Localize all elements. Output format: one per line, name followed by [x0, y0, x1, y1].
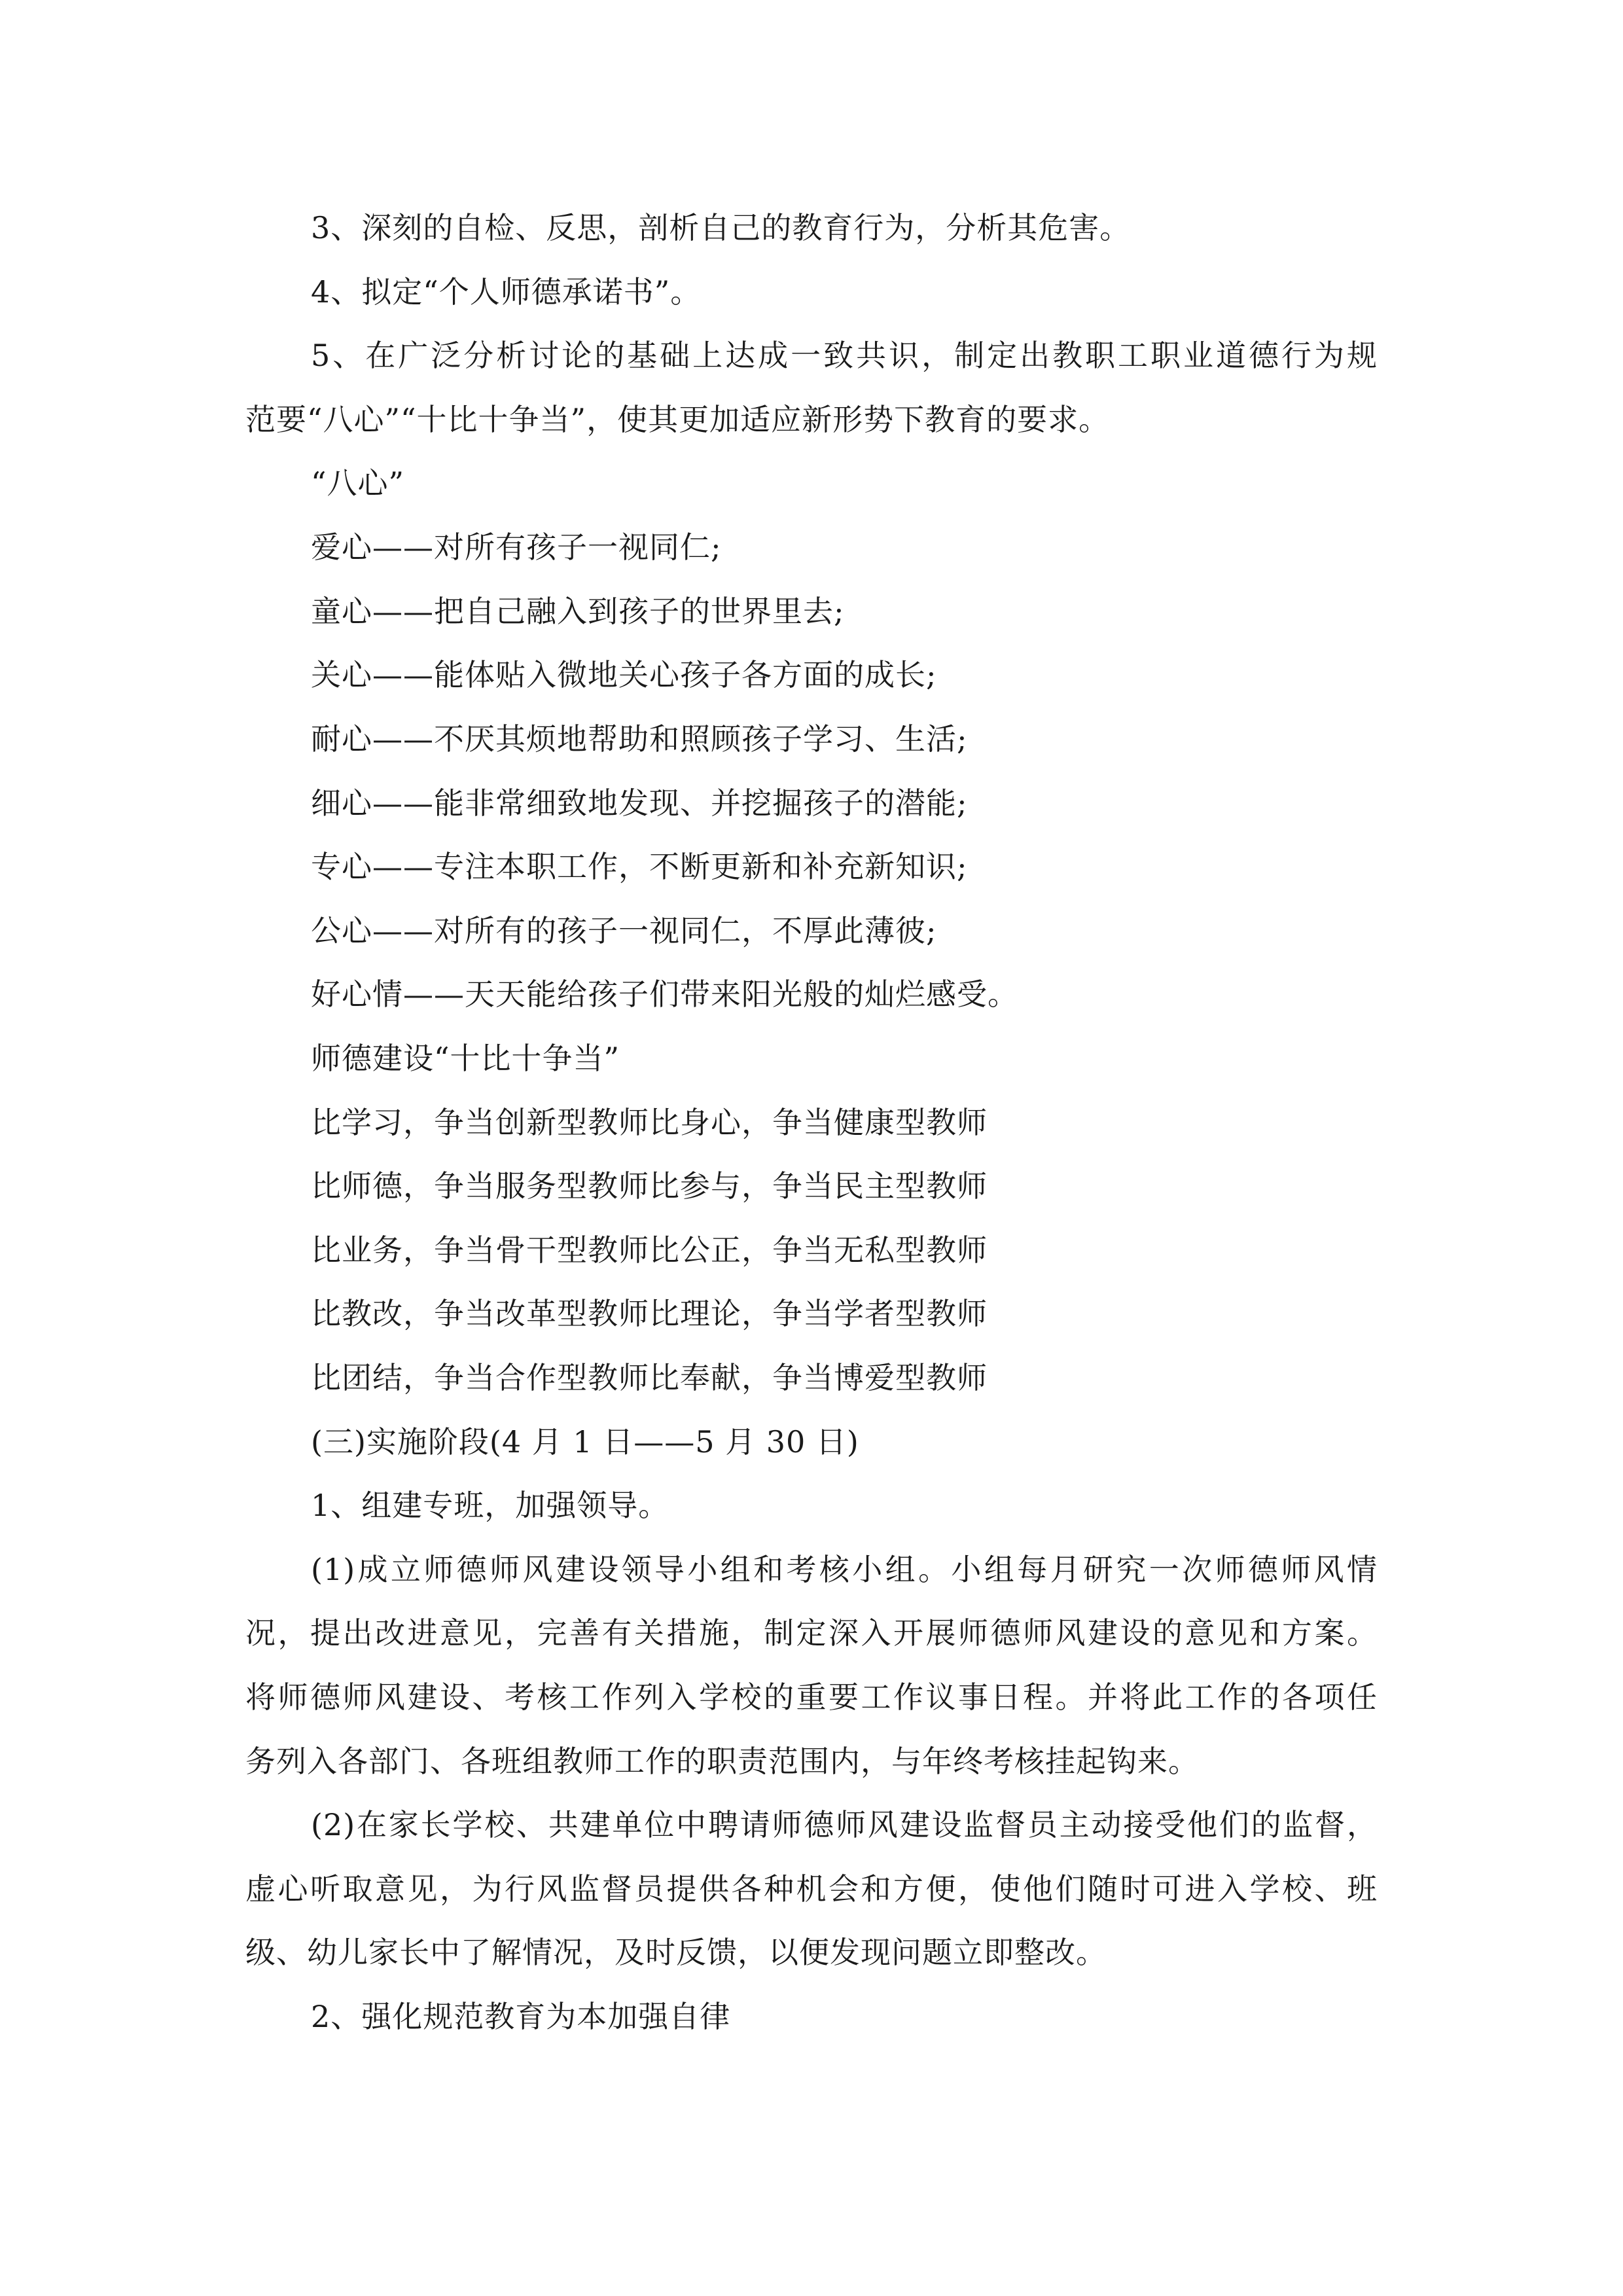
list-item: 童心——把自己融入到孩子的世界里去; [311, 594, 845, 629]
list-item: 细心——能非常细致地发现、并挖掘孩子的潜能; [311, 785, 968, 821]
paragraph-line: 4、拟定“个人师德承诺书”。 [311, 274, 702, 310]
list-item: 好心情——天天能给孩子们带来阳光般的灿烂感受。 [311, 977, 1018, 1012]
list-item: 比师德，争当服务型教师比参与，争当民主型教师 [311, 1168, 988, 1204]
paragraph-line: 2、强化规范教育为本加强自律 [311, 1999, 731, 2034]
paragraph-line: (1)成立师德师风建设领导小组和考核小组。小组每月研究一次师德师风情 [311, 1552, 1378, 1587]
list-item: 比教改，争当改革型教师比理论，争当学者型教师 [311, 1296, 988, 1331]
list-item: 比学习，争当创新型教师比身心，争当健康型教师 [311, 1105, 988, 1140]
section-heading: “八心” [311, 465, 405, 501]
paragraph-line: 1、组建专班，加强领导。 [311, 1488, 669, 1523]
paragraph-line: 范要“八心”“十比十争当”，使其更加适应新形势下教育的要求。 [245, 402, 1110, 437]
paragraph-line: 务列入各部门、各班组教师工作的职责范围内，与年终考核挂起钩来。 [245, 1744, 1199, 1779]
paragraph-line: 5、在广泛分析讨论的基础上达成一致共识，制定出教职工职业道德行为规 [311, 338, 1378, 373]
paragraph-line: 虚心听取意见，为行风监督员提供各种机会和方便，使他们随时可进入学校、班 [245, 1871, 1378, 1907]
list-item: 比团结，争当合作型教师比奉献，争当博爱型教师 [311, 1360, 988, 1395]
list-item: 比业务，争当骨干型教师比公正，争当无私型教师 [311, 1232, 988, 1268]
section-heading: (三)实施阶段(4 月 1 日——5 月 30 日) [311, 1424, 859, 1460]
list-item: 专心——专注本职工作，不断更新和补充新知识; [311, 849, 968, 884]
paragraph-line: 况，提出改进意见，完善有关措施，制定深入开展师德师风建设的意见和方案。 [245, 1615, 1378, 1651]
list-item: 耐心——不厌其烦地帮助和照顾孩子学习、生活; [311, 721, 968, 757]
list-item: 公心——对所有的孩子一视同仁，不厚此薄彼; [311, 913, 937, 948]
list-item: 爱心——对所有孩子一视同仁; [311, 529, 722, 565]
paragraph-line: 将师德师风建设、考核工作列入学校的重要工作议事日程。并将此工作的各项任 [245, 1679, 1378, 1715]
list-item: 关心——能体贴入微地关心孩子各方面的成长; [311, 657, 937, 692]
section-heading: 师德建设“十比十争当” [311, 1041, 620, 1076]
paragraph-line: (2)在家长学校、共建单位中聘请师德师风建设监督员主动接受他们的监督， [311, 1807, 1378, 1842]
paragraph-line: 级、幼儿家长中了解情况，及时反馈，以便发现问题立即整改。 [245, 1935, 1107, 1970]
paragraph-line: 3、深刻的自检、反思，剖析自己的教育行为，分析其危害。 [311, 210, 1131, 245]
